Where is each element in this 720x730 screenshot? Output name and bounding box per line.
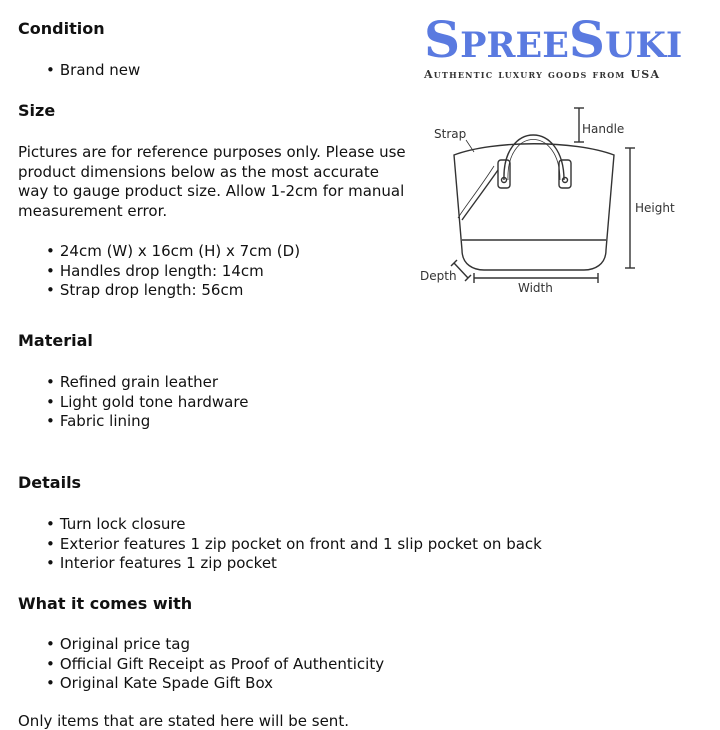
logo-tagline: Authentic luxury goods from USA [424, 68, 661, 81]
list-item: • Exterior features 1 zip pocket on front and 1 slip pocket on back [46, 535, 542, 555]
handle-label: Handle [582, 122, 625, 136]
bag-body [454, 144, 614, 270]
material-list [46, 373, 248, 432]
bag-strap [462, 170, 498, 220]
list-item: • Light gold tone hardware [46, 393, 248, 413]
list-item: • Strap drop length: 56cm [46, 281, 300, 301]
list-item: • Fabric lining [46, 412, 248, 432]
size-description: Pictures are for reference purposes only. Please use product dimensions below as the most accurate way to gauge product size. Allow 1-2cm for manual measurement error. [18, 143, 406, 220]
list-item: • Refined grain leather [46, 373, 248, 393]
details-list [46, 515, 542, 574]
list-item: • Handles drop length: 14cm [46, 262, 300, 282]
list-item: • Brand new [46, 61, 140, 81]
comes-with-list [46, 635, 384, 694]
list-item: • Official Gift Receipt as Proof of Authenticity [46, 655, 384, 675]
list-item: • Original Kate Spade Gift Box [46, 674, 384, 694]
condition-heading: Condition [18, 19, 105, 38]
bag-dimension-diagram [414, 100, 714, 300]
details-heading: Details [18, 473, 82, 492]
bag-handle [504, 135, 564, 180]
strap-label: Strap [434, 127, 467, 141]
size-heading: Size [18, 101, 56, 120]
logo-brand: SpreeSuki [424, 10, 683, 69]
list-item: • 24cm (W) x 16cm (H) x 7cm (D) [46, 242, 300, 262]
comes-with-heading: What it comes with [18, 594, 193, 613]
condition-list [46, 61, 140, 81]
size-list [46, 242, 300, 301]
width-label: Width [518, 281, 553, 295]
list-item: • Interior features 1 zip pocket [46, 554, 542, 574]
cutoff-text: Only items that are stated here will be sent. [18, 712, 349, 730]
height-label: Height [635, 201, 675, 215]
list-item: • Original price tag [46, 635, 384, 655]
material-heading: Material [18, 331, 93, 350]
list-item: • Turn lock closure [46, 515, 542, 535]
depth-label: Depth [420, 269, 457, 283]
spreesuki-logo [424, 10, 716, 81]
